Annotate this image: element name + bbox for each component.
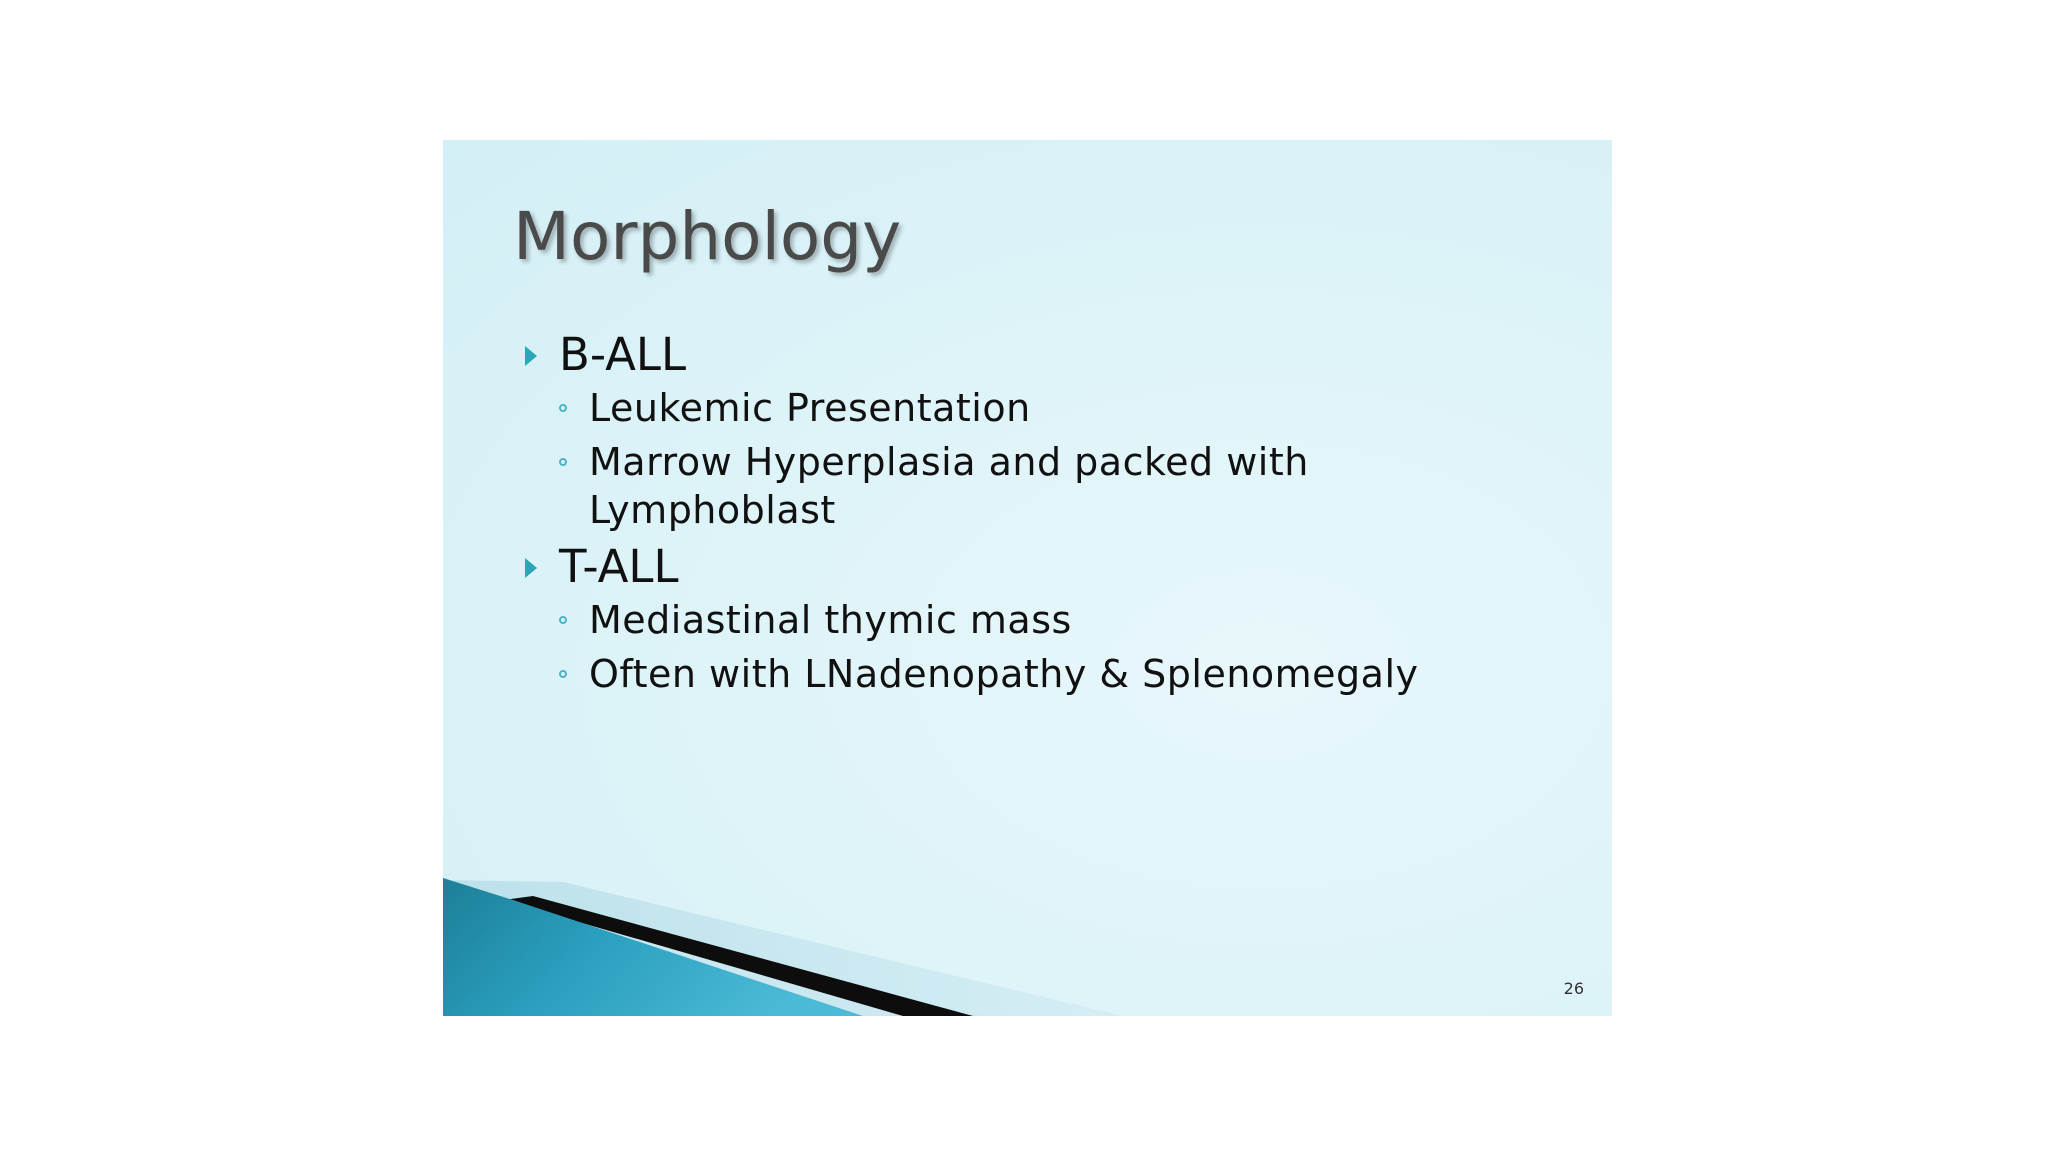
bullet-item-t-all <box>525 538 1585 698</box>
bullet-item-b-all <box>525 326 1585 534</box>
bullet-label: B-ALL <box>559 328 687 381</box>
sub-bullet-text: Leukemic Presentation <box>589 386 1031 430</box>
ring-bullet-icon <box>559 616 567 624</box>
ring-bullet-icon <box>559 458 567 466</box>
sub-bullet-list <box>525 596 1585 698</box>
sub-bullet-text: Often with LNadenopathy & Splenomegaly <box>589 652 1419 696</box>
ring-bullet-icon <box>559 670 567 678</box>
triangle-bullet-icon <box>525 346 537 366</box>
sub-bullet-item <box>559 384 1585 432</box>
bullet-row <box>525 326 1585 384</box>
sub-bullet-item <box>559 596 1585 644</box>
triangle-bullet-icon <box>525 558 537 578</box>
sub-bullet-item <box>559 438 1349 534</box>
ring-bullet-icon <box>559 404 567 412</box>
sub-bullet-item <box>559 650 1585 698</box>
slide <box>443 140 1612 1016</box>
sub-bullet-list <box>525 384 1585 534</box>
bullet-row <box>525 538 1585 596</box>
slide-title: Morphology <box>513 198 902 275</box>
slide-page-number: 26 <box>1563 979 1584 998</box>
sub-bullet-text: Mediastinal thymic mass <box>589 598 1072 642</box>
bullet-label: T-ALL <box>559 540 679 593</box>
bullet-list <box>525 326 1585 700</box>
sub-bullet-text: Marrow Hyperplasia and packed with Lymphoblast <box>589 440 1309 532</box>
